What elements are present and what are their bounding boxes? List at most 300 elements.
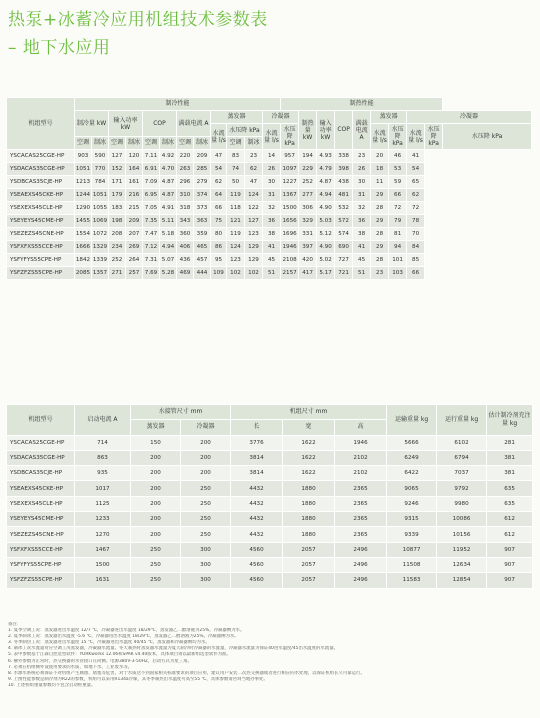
col-header-full-load-current: 满载电流 A bbox=[177, 111, 211, 137]
model-cell: YSEYEYS45CME-HP bbox=[7, 512, 75, 527]
table-cell: 281 bbox=[487, 435, 533, 450]
table-cell: 74 bbox=[227, 163, 245, 176]
table-cell: 78 bbox=[407, 215, 425, 228]
table-cell: 36 bbox=[263, 215, 281, 228]
table-cell: 1622 bbox=[283, 435, 335, 450]
table-cell: 250 bbox=[181, 496, 231, 511]
table-cell: 200 bbox=[131, 450, 181, 465]
table-cell: 81 bbox=[389, 228, 407, 241]
table-cell: 64 bbox=[211, 189, 227, 202]
table-cell: 5.02 bbox=[317, 254, 335, 267]
table-cell: 727 bbox=[335, 254, 353, 267]
table-cell: 4.87 bbox=[317, 176, 335, 189]
table-cell: 26 bbox=[263, 163, 281, 176]
model-cell: YSFZFZS55CPE-HP bbox=[7, 267, 75, 280]
table-cell: 51 bbox=[353, 267, 371, 280]
table-cell: 4.94 bbox=[160, 241, 177, 254]
table-cell: 1880 bbox=[283, 527, 335, 542]
table-cell: 612 bbox=[487, 527, 533, 542]
table-cell: 2102 bbox=[335, 466, 387, 481]
sub-header-ice: 制冰 bbox=[92, 137, 109, 150]
table-cell: 62 bbox=[211, 176, 227, 189]
table-cell: 635 bbox=[487, 496, 533, 511]
table-cell: 690 bbox=[335, 241, 353, 254]
table-cell: 907 bbox=[487, 557, 533, 572]
table-cell: 359 bbox=[194, 228, 211, 241]
table-cell: 1880 bbox=[283, 496, 335, 511]
col-header-heat-evap-flow: 水流量 l/s bbox=[371, 124, 389, 150]
table-cell: 7.69 bbox=[143, 267, 160, 280]
sub-header-ice: 制冰 bbox=[194, 137, 211, 150]
table-cell: 216 bbox=[126, 189, 143, 202]
table-cell: 406 bbox=[177, 241, 194, 254]
table-cell: 32 bbox=[263, 202, 281, 215]
table-cell: 4.92 bbox=[160, 150, 177, 163]
table-cell: 4.93 bbox=[317, 150, 335, 163]
footnotes bbox=[8, 622, 532, 689]
table-cell: 373 bbox=[194, 202, 211, 215]
table-cell: 331 bbox=[299, 228, 317, 241]
table-cell: 32 bbox=[353, 202, 371, 215]
table-cell: 7.09 bbox=[143, 176, 160, 189]
table-cell: 198 bbox=[109, 215, 126, 228]
table-cell: 300 bbox=[181, 573, 231, 588]
table-cell: 200 bbox=[131, 527, 181, 542]
table-cell: 1055 bbox=[92, 202, 109, 215]
sub-header-ice: 制冰 bbox=[245, 137, 263, 150]
table-cell: 122 bbox=[245, 202, 263, 215]
table-cell: 1329 bbox=[92, 241, 109, 254]
table-cell: 31 bbox=[353, 189, 371, 202]
table-cell: 23 bbox=[371, 267, 389, 280]
table-cell: 9065 bbox=[387, 481, 437, 496]
table-cell: 4432 bbox=[231, 481, 283, 496]
table-cell: 41 bbox=[263, 241, 281, 254]
table-cell: 209 bbox=[126, 215, 143, 228]
table-row bbox=[7, 202, 532, 215]
table-row bbox=[7, 481, 533, 496]
table-cell: 935 bbox=[75, 466, 131, 481]
table-cell: 119 bbox=[227, 228, 245, 241]
table-cell: 2057 bbox=[283, 542, 335, 557]
table-cell: 306 bbox=[299, 202, 317, 215]
table-cell: 7.47 bbox=[143, 228, 160, 241]
table-cell: 1500 bbox=[281, 202, 299, 215]
table-cell: 263 bbox=[177, 163, 194, 176]
table-cell: 574 bbox=[335, 228, 353, 241]
table-cell: 5.28 bbox=[160, 267, 177, 280]
table-cell: 123 bbox=[227, 254, 245, 267]
model-cell: YSEYEYS45CME-HP bbox=[7, 215, 75, 228]
table-cell: 79 bbox=[389, 215, 407, 228]
col-header-cop: COP bbox=[143, 111, 177, 137]
table-row bbox=[7, 163, 532, 176]
col-header-length: 长 bbox=[231, 420, 283, 435]
col-header-model: 机组型号 bbox=[7, 98, 75, 150]
table-cell: 36 bbox=[353, 215, 371, 228]
table-cell: 47 bbox=[211, 150, 227, 163]
table-cell: 417 bbox=[299, 267, 317, 280]
table-cell: 11508 bbox=[387, 557, 437, 572]
table-cell: 103 bbox=[389, 267, 407, 280]
table-cell: 84 bbox=[407, 241, 425, 254]
table-cell: 28 bbox=[371, 228, 389, 241]
table-cell: 29 bbox=[371, 241, 389, 254]
table-cell: 2057 bbox=[283, 557, 335, 572]
table-cell: 397 bbox=[299, 241, 317, 254]
model-cell: YSFYFYS55CPE-HP bbox=[7, 557, 75, 572]
table-cell: 9980 bbox=[437, 496, 487, 511]
page-subtitle: – 地下水应用 bbox=[8, 38, 111, 58]
table-cell: 296 bbox=[177, 176, 194, 189]
table-cell: 5.17 bbox=[317, 267, 335, 280]
table-cell: 4560 bbox=[231, 557, 283, 572]
table-cell: 6249 bbox=[387, 450, 437, 465]
table-cell: 4.87 bbox=[160, 176, 177, 189]
table-cell: 11952 bbox=[437, 542, 487, 557]
table-cell: 14 bbox=[263, 150, 281, 163]
table-cell: 714 bbox=[75, 435, 131, 450]
table-row bbox=[7, 573, 533, 588]
model-cell: YSEZEZS45CNE-HP bbox=[7, 228, 75, 241]
table-cell: 2365 bbox=[335, 512, 387, 527]
table-cell: 2057 bbox=[283, 573, 335, 588]
table-cell: 1357 bbox=[92, 267, 109, 280]
table-cell: 398 bbox=[335, 163, 353, 176]
table-cell: 1842 bbox=[75, 254, 92, 267]
table-cell: 250 bbox=[131, 573, 181, 588]
footnote-line: 3. 冬季制热工况：蒸发器进出水温度 15 ℃，冷凝器进出水温度 40/45 ℃，蒸发器和冷凝器侧均为水。 bbox=[8, 640, 210, 646]
col-header-heating-input-power: 输入功率 kW bbox=[317, 111, 335, 150]
table-cell: 250 bbox=[181, 527, 231, 542]
table-cell: 4.91 bbox=[160, 202, 177, 215]
model-cell: YSDBCAS35CJE-HP bbox=[7, 466, 75, 481]
table-cell: 124 bbox=[227, 241, 245, 254]
table-cell: 2496 bbox=[335, 557, 387, 572]
table-cell: 4432 bbox=[231, 527, 283, 542]
footnote-line: 2. 夏季制冰工况：蒸发器出水温度 -5.6 ℃，冷凝器进出水温度 18/29℃，蒸发器乙二醇溶液为25%，冷凝器侧为水。 bbox=[8, 634, 239, 640]
table-cell: 121 bbox=[227, 215, 245, 228]
table-cell: 127 bbox=[109, 150, 126, 163]
table-row bbox=[7, 512, 533, 527]
table-cell: 5.03 bbox=[317, 215, 335, 228]
group-header-heating: 制热性能 bbox=[281, 98, 443, 111]
table-cell: 863 bbox=[75, 450, 131, 465]
table-cell: 1554 bbox=[75, 228, 92, 241]
table-cell: 572 bbox=[335, 215, 353, 228]
table-cell: 46 bbox=[389, 150, 407, 163]
table-cell: 277 bbox=[299, 189, 317, 202]
col-header-pipe-size: 水接管尺寸 mm bbox=[131, 405, 231, 420]
table-cell: 229 bbox=[299, 163, 317, 176]
table-cell: 957 bbox=[281, 150, 299, 163]
table-cell: 252 bbox=[299, 176, 317, 189]
model-cell: YSEXEXS45CLE-HP bbox=[7, 202, 75, 215]
table-cell: 200 bbox=[131, 466, 181, 481]
table-cell: 1946 bbox=[335, 435, 387, 450]
table-cell: 5.18 bbox=[160, 228, 177, 241]
table-cell: 1290 bbox=[75, 202, 92, 215]
col-header-heat-evap-dp: 水压降 kPa bbox=[389, 124, 407, 150]
table-cell: 7037 bbox=[437, 466, 487, 481]
table-cell: 250 bbox=[131, 542, 181, 557]
table-cell: 285 bbox=[194, 163, 211, 176]
table-row bbox=[7, 189, 532, 202]
table-cell: 6.95 bbox=[143, 189, 160, 202]
table-cell: 532 bbox=[335, 202, 353, 215]
table-cell: 2102 bbox=[335, 450, 387, 465]
col-header-width: 宽 bbox=[283, 420, 335, 435]
table-cell: 80 bbox=[211, 228, 227, 241]
table-cell: 118 bbox=[227, 202, 245, 215]
table-cell: 3814 bbox=[231, 450, 283, 465]
table-cell: 164 bbox=[126, 163, 143, 176]
table-cell: 7.35 bbox=[143, 215, 160, 228]
table-cell: 329 bbox=[299, 215, 317, 228]
col-header-cond-flow: 水流量 l/s bbox=[263, 124, 281, 150]
table-cell: 45 bbox=[263, 254, 281, 267]
table-row bbox=[7, 527, 533, 542]
col-header-evap-dp: 水压降 kPa bbox=[227, 124, 263, 137]
table-cell: 102 bbox=[227, 267, 245, 280]
table-cell: 150 bbox=[131, 435, 181, 450]
table-cell: 194 bbox=[299, 150, 317, 163]
table-row bbox=[7, 241, 532, 254]
table-cell: 2365 bbox=[335, 481, 387, 496]
table-cell: 1880 bbox=[283, 512, 335, 527]
table-cell: 1622 bbox=[283, 450, 335, 465]
table-cell: 269 bbox=[126, 241, 143, 254]
table-cell: 54 bbox=[211, 163, 227, 176]
table-cell: 38 bbox=[353, 228, 371, 241]
table-cell: 66 bbox=[389, 189, 407, 202]
table-cell: 1656 bbox=[281, 215, 299, 228]
table-cell: 343 bbox=[177, 215, 194, 228]
table-cell: 3814 bbox=[231, 466, 283, 481]
col-header-input-power: 输入功率 kW bbox=[109, 111, 143, 137]
table-cell: 907 bbox=[487, 573, 533, 588]
table-cell: 4560 bbox=[231, 573, 283, 588]
table-cell: 2108 bbox=[281, 254, 299, 267]
table-cell: 374 bbox=[194, 189, 211, 202]
table-cell: 7.11 bbox=[143, 150, 160, 163]
table-cell: 54 bbox=[407, 163, 425, 176]
table-cell: 62 bbox=[245, 163, 263, 176]
table-cell: 31 bbox=[263, 189, 281, 202]
table-cell: 200 bbox=[181, 435, 231, 450]
table-cell: 1339 bbox=[92, 254, 109, 267]
col-header-refrigerant-charge: 估计制冷剂充注量 kg bbox=[487, 405, 533, 436]
footnote-line: 6. 额外参数为正常时，热交换器的水管接口在同侧。电源380V-3-50HZ，启动方式为星三角。 bbox=[8, 658, 192, 664]
table-cell: 179 bbox=[109, 189, 126, 202]
table-cell: 1125 bbox=[75, 496, 131, 511]
table-cell: 590 bbox=[92, 150, 109, 163]
model-cell: YSFXFXS55CCE-HP bbox=[7, 542, 75, 557]
table-cell: 6.91 bbox=[143, 163, 160, 176]
table-cell: 1467 bbox=[75, 542, 131, 557]
col-header-condenser-2: 冷凝器 bbox=[181, 420, 231, 435]
dimension-table bbox=[6, 404, 533, 589]
table-cell: 1051 bbox=[92, 189, 109, 202]
table-cell: 1097 bbox=[281, 163, 299, 176]
table-cell: 271 bbox=[109, 267, 126, 280]
table-cell: 66 bbox=[407, 267, 425, 280]
col-header-heat-cond-dp: 水压降 kPa bbox=[425, 124, 443, 150]
table-cell: 94 bbox=[389, 241, 407, 254]
table-cell: 1455 bbox=[75, 215, 92, 228]
table-cell: 612 bbox=[487, 512, 533, 527]
footnote-line: 9. 上图性能参数是制冷剂为R22的参数，机组可以采用R134a冷媒，其冬季制热出水温度可高至55 ℃，具体参数请咨询当地办事处。 bbox=[8, 676, 268, 682]
table-row bbox=[7, 435, 533, 450]
col-header-heating-current: 满载电流 A bbox=[353, 111, 371, 150]
table-cell: 4.90 bbox=[317, 202, 335, 215]
table-cell: 66 bbox=[211, 202, 227, 215]
col-header-heat-cond-dp2: 水压降 kPa bbox=[443, 124, 532, 150]
model-cell: YSEZEZS45CNE-HP bbox=[7, 527, 75, 542]
footnote-line: 4. 制冰工况水流量对应空调工况蒸发器，冷凝器水流量。冬天制热时蒸发器水流量为夏天制冷时冷凝器的水流量，冷凝器水流量为保证40进水温度/45出水温度的水流量。 bbox=[8, 646, 338, 652]
table-cell: 2085 bbox=[75, 267, 92, 280]
table-cell: 6794 bbox=[437, 450, 487, 465]
table-cell: 381 bbox=[487, 466, 533, 481]
table-cell: 9315 bbox=[387, 512, 437, 527]
table-cell: 28 bbox=[371, 254, 389, 267]
table-cell: 5666 bbox=[387, 435, 437, 450]
sub-header-ice: 制冰 bbox=[126, 137, 143, 150]
table-cell: 481 bbox=[335, 189, 353, 202]
table-cell: 215 bbox=[126, 202, 143, 215]
col-header-dimensions: 机组尺寸 mm bbox=[231, 405, 387, 420]
table-cell: 12854 bbox=[437, 573, 487, 588]
col-header-evaporator-2: 蒸发器 bbox=[131, 420, 181, 435]
table-cell: 234 bbox=[109, 241, 126, 254]
table-cell: 7.31 bbox=[143, 254, 160, 267]
model-cell: YSEAEXS45CKE-HP bbox=[7, 481, 75, 496]
table-cell: 200 bbox=[131, 481, 181, 496]
table-cell: 1051 bbox=[75, 163, 92, 176]
table-cell: 264 bbox=[126, 254, 143, 267]
col-header-evap-flow: 水流量 l/s bbox=[211, 124, 227, 150]
col-header-start-current: 启动电流 A bbox=[75, 405, 131, 436]
table-cell: 4.94 bbox=[317, 189, 335, 202]
table-cell: 95 bbox=[211, 254, 227, 267]
table-cell: 770 bbox=[92, 163, 109, 176]
table-cell: 28 bbox=[371, 202, 389, 215]
table-cell: 381 bbox=[487, 450, 533, 465]
table-cell: 1017 bbox=[75, 481, 131, 496]
table-cell: 171 bbox=[109, 176, 126, 189]
table-cell: 30 bbox=[353, 176, 371, 189]
table-cell: 152 bbox=[109, 163, 126, 176]
table-cell: 2496 bbox=[335, 573, 387, 588]
table-cell: 41 bbox=[353, 241, 371, 254]
table-row bbox=[7, 267, 532, 280]
col-header-model-2: 机组型号 bbox=[7, 405, 75, 436]
table-cell: 101 bbox=[389, 254, 407, 267]
model-cell: YSDBCAS35CJE-HP bbox=[7, 176, 75, 189]
table-cell: 70 bbox=[407, 228, 425, 241]
table-cell: 5.12 bbox=[317, 228, 335, 241]
table-cell: 1270 bbox=[75, 527, 131, 542]
table-cell: 183 bbox=[109, 202, 126, 215]
table-cell: 4.87 bbox=[160, 189, 177, 202]
table-cell: 250 bbox=[181, 512, 231, 527]
table-cell: 10086 bbox=[437, 512, 487, 527]
table-cell: 1213 bbox=[75, 176, 92, 189]
col-header-cooling-capacity: 制冷量 kW bbox=[75, 111, 109, 137]
table-cell: 2365 bbox=[335, 527, 387, 542]
table-cell: 75 bbox=[211, 215, 227, 228]
model-cell: YSFXFXS55CCE-HP bbox=[7, 241, 75, 254]
table-cell: 207 bbox=[126, 228, 143, 241]
sub-header-ac: 空调 bbox=[109, 137, 126, 150]
table-row bbox=[7, 215, 532, 228]
footnote-line: 备注： bbox=[8, 622, 22, 627]
table-cell: 26 bbox=[353, 163, 371, 176]
table-cell: 161 bbox=[126, 176, 143, 189]
table-row bbox=[7, 150, 532, 163]
table-cell: 123 bbox=[245, 228, 263, 241]
table-cell: 129 bbox=[245, 254, 263, 267]
performance-table bbox=[6, 97, 532, 280]
table-cell: 1072 bbox=[92, 228, 109, 241]
col-header-heating-cop: COP bbox=[335, 111, 353, 150]
col-header-heating-evaporator: 蒸发器 bbox=[371, 111, 407, 124]
table-row bbox=[7, 466, 533, 481]
table-cell: 208 bbox=[109, 228, 126, 241]
table-cell: 4560 bbox=[231, 542, 283, 557]
col-header-heating-condenser: 冷凝器 bbox=[407, 111, 532, 124]
table-cell: 129 bbox=[245, 241, 263, 254]
table-cell: 45 bbox=[353, 254, 371, 267]
table-cell: 4.90 bbox=[317, 241, 335, 254]
table-cell: 635 bbox=[487, 481, 533, 496]
table-cell: 300 bbox=[181, 557, 231, 572]
model-cell: YSFZFZS55CPE-HP bbox=[7, 573, 75, 588]
table-cell: 318 bbox=[177, 202, 194, 215]
table-cell: 9246 bbox=[387, 496, 437, 511]
col-header-cond-dp: 水压降 kPa bbox=[281, 124, 299, 150]
sub-header-ac: 空调 bbox=[177, 137, 194, 150]
table-cell: 4.79 bbox=[317, 163, 335, 176]
table-cell: 469 bbox=[177, 267, 194, 280]
table-cell: 23 bbox=[353, 150, 371, 163]
footnote-line: 8. 水源水系统必须保证不对机组产生腐蚀、堵塞等危害。对于水质达不到国家相关标准要求的项目应用，建议用户安装二次热交换器或者进行相应的水处理，以保证机组长久可靠运行。 bbox=[8, 670, 365, 676]
footnote-line: 10. 上述机组重量参数均不包含启动柜重量。 bbox=[8, 682, 96, 688]
table-cell: 11 bbox=[371, 176, 389, 189]
table-cell: 29 bbox=[371, 215, 389, 228]
table-cell: 59 bbox=[389, 176, 407, 189]
table-cell: 1631 bbox=[75, 573, 131, 588]
table-cell: 1233 bbox=[75, 512, 131, 527]
sub-header-ice: 制冰 bbox=[160, 137, 177, 150]
sub-header-ac: 空调 bbox=[75, 137, 92, 150]
table-cell: 102 bbox=[245, 267, 263, 280]
model-cell: YSEXEXS45CLE-HP bbox=[7, 496, 75, 511]
table-cell: 420 bbox=[299, 254, 317, 267]
table-cell: 120 bbox=[126, 150, 143, 163]
model-cell: YSEAEXS45CKE-HP bbox=[7, 189, 75, 202]
table-cell: 360 bbox=[177, 228, 194, 241]
table-row bbox=[7, 176, 532, 189]
table-cell: 1696 bbox=[281, 228, 299, 241]
page-title: 热泵+冰蓄冷应用机组技术参数表 bbox=[8, 10, 268, 30]
table-cell: 41 bbox=[407, 150, 425, 163]
table-cell: 50 bbox=[227, 176, 245, 189]
table-cell: 72 bbox=[407, 202, 425, 215]
table-cell: 1946 bbox=[281, 241, 299, 254]
table-cell: 62 bbox=[407, 189, 425, 202]
footnote-line: 1. 夏季空调工况：蒸发器进出水温度 12/7 ℃，冷凝器进出水温度 18/29℃，蒸发器乙二醇溶液为25%，冷凝器侧为水。 bbox=[8, 628, 245, 634]
